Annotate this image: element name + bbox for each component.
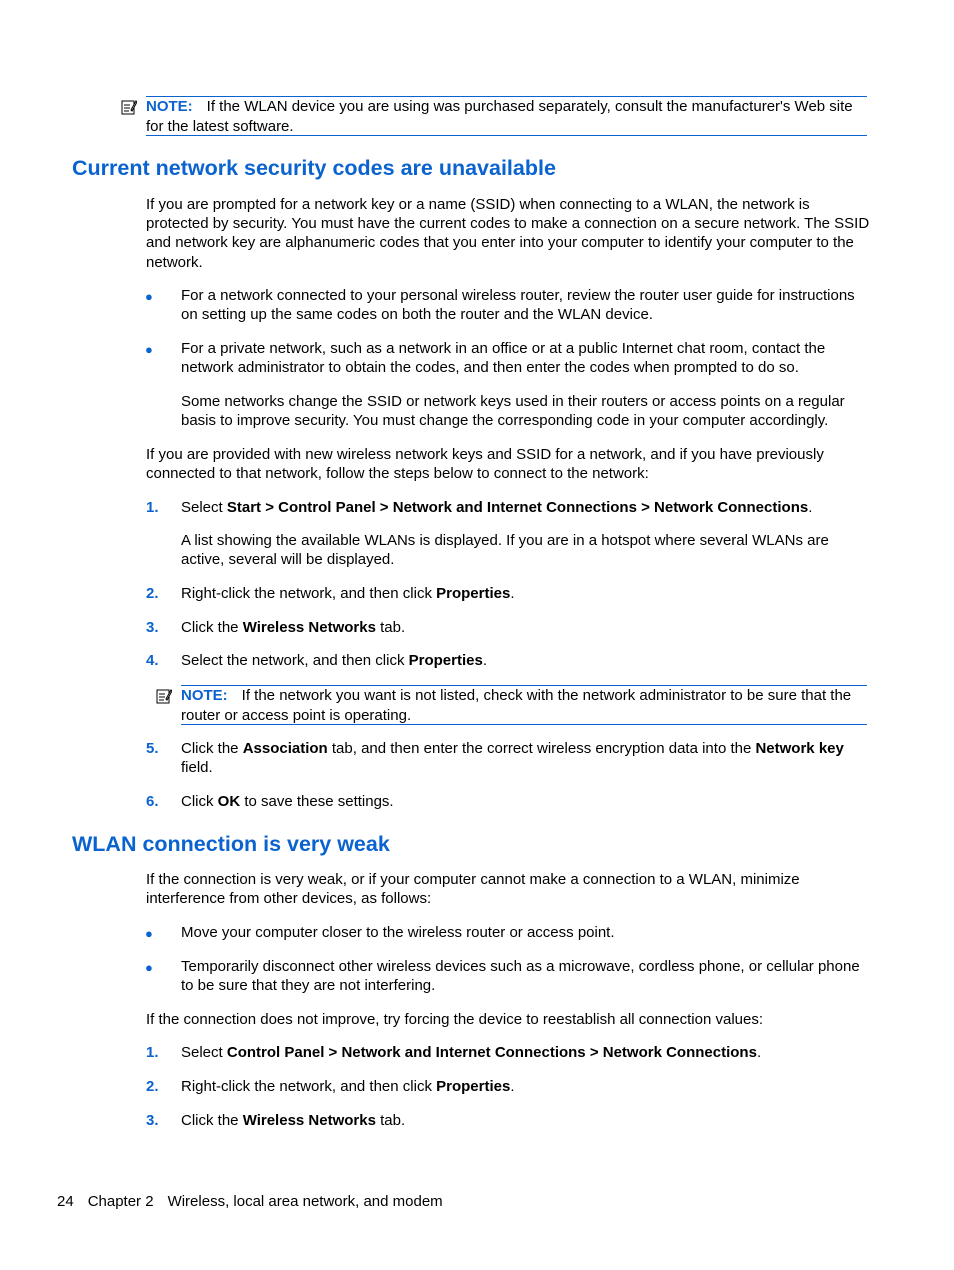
note-text: If the WLAN device you are using was purchased separately, consult the manufacturer's Web site for the latest software. [146, 98, 853, 135]
list-item: Temporarily disconnect other wireless devices such as a microwave, cordless phone, or cellular phone to be sure that they are not interfering. [181, 958, 860, 995]
step-number: 2. [146, 585, 159, 602]
section-heading: Current network security codes are unavailable [72, 156, 556, 180]
paragraph: If the connection is very weak, or if your computer cannot make a connection to a WLAN, minimize interference from other devices, as follows: [146, 871, 800, 908]
chapter-label: Chapter 2 [87, 1193, 154, 1210]
paragraph: If you are prompted for a network key or a name (SSID) when connecting to a WLAN, the network is protected by security. You must have the current codes to make a connection on a secure network. The SSID and network key are alphanumeric codes that you enter into your computer to identify your computer to the network. [146, 196, 870, 271]
step-text: Select the network, and then click Properties. [181, 652, 487, 669]
step-number: 3. [146, 1112, 159, 1129]
note-pencil-icon [121, 99, 137, 115]
step-detail: A list showing the available WLANs is displayed. If you are in a hotspot where several WLANs are active, several will be displayed. [181, 532, 829, 569]
step-text: Select Start > Control Panel > Network and Internet Connections > Network Connections. [181, 499, 813, 516]
paragraph: If the connection does not improve, try forcing the device to reestablish all connection values: [146, 1011, 764, 1028]
step-number: 3. [146, 619, 159, 636]
note-label: NOTE: [146, 98, 193, 115]
step-number: 2. [146, 1078, 159, 1095]
step-text: Right-click the network, and then click Properties. [181, 1078, 515, 1095]
step-number: 5. [146, 740, 159, 757]
page-number: 24 [57, 1193, 74, 1210]
chapter-title: Wireless, local area network, and modem [167, 1193, 443, 1210]
list-item: For a private network, such as a network in an office or at a public Internet chat room, contact the network administrator to obtain the codes, and then enter the codes when prompted to do so. [181, 340, 826, 377]
step-number: 1. [146, 499, 159, 516]
note-label: NOTE: [181, 687, 228, 704]
bullet-dot: ● [145, 926, 153, 941]
step-text: Click OK to save these settings. [181, 793, 394, 810]
step-text: Select Control Panel > Network and Internet Connections > Network Connections. [181, 1044, 762, 1061]
paragraph: Some networks change the SSID or network keys used in their routers or access points on a regular basis to improve security. You must change the corresponding code in your computer accordingly. [181, 393, 845, 430]
bullet-dot: ● [145, 960, 153, 975]
bullet-dot: ● [145, 289, 153, 304]
step-text: Click the Association tab, and then enter the correct wireless encryption data into the Network key field. [181, 740, 844, 777]
paragraph: If you are provided with new wireless network keys and SSID for a network, and if you have previously connected to that network, follow the steps below to connect to the network: [146, 446, 824, 483]
step-text: Click the Wireless Networks tab. [181, 619, 406, 636]
list-item: Move your computer closer to the wireless router or access point. [181, 924, 615, 941]
step-number: 4. [146, 652, 159, 669]
section-heading: WLAN connection is very weak [72, 832, 390, 856]
step-number: 6. [146, 793, 159, 810]
step-text: Right-click the network, and then click Properties. [181, 585, 515, 602]
note-box [146, 96, 867, 136]
step-text: Click the Wireless Networks tab. [181, 1112, 406, 1129]
page-footer [57, 1192, 457, 1212]
note-text: If the network you want is not listed, check with the network administrator to be sure that the router or access point is operating. [181, 687, 852, 724]
list-item: For a network connected to your personal wireless router, review the router user guide for instructions on setting up the same codes on both the router and the WLAN device. [181, 287, 855, 324]
step-number: 1. [146, 1044, 159, 1061]
note-pencil-icon [156, 688, 172, 704]
bullet-dot: ● [145, 342, 153, 357]
note-box [181, 685, 867, 725]
